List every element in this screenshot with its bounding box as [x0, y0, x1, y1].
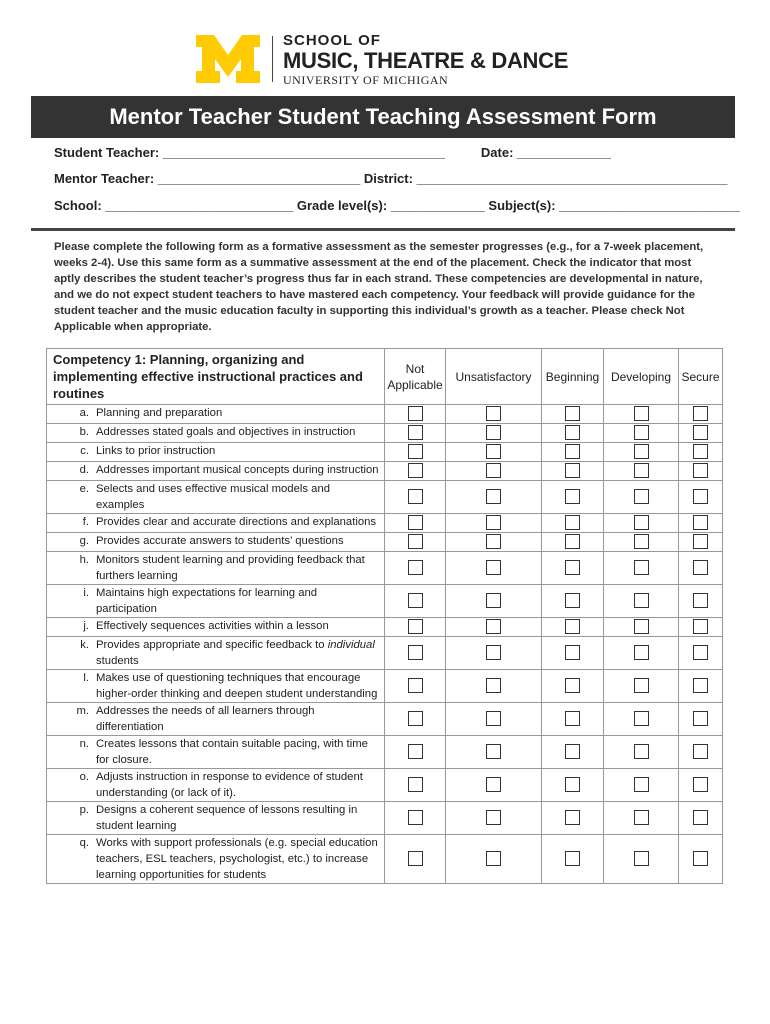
logo-line-university: UNIVERSITY OF MICHIGAN — [283, 72, 449, 87]
item-text: Selects and uses effective musical models and examples — [96, 483, 331, 511]
mentor-district-line[interactable]: Mentor Teacher: ____________________________ District: ___________________________________________ — [54, 171, 728, 186]
rating-checkbox[interactable] — [634, 619, 649, 634]
rating-cell — [542, 802, 604, 835]
table-row — [47, 769, 723, 802]
rating-checkbox[interactable] — [634, 444, 649, 459]
column-header: Secure — [679, 349, 723, 405]
rating-checkbox[interactable] — [565, 463, 580, 478]
rating-checkbox[interactable] — [565, 777, 580, 792]
item-letter: j. — [83, 620, 89, 632]
logo-line-school-of: SCHOOL OF — [283, 31, 381, 49]
rating-checkbox[interactable] — [634, 678, 649, 693]
rating-cell — [679, 552, 723, 585]
rating-cell — [542, 481, 604, 514]
rating-checkbox[interactable] — [565, 560, 580, 575]
rating-checkbox[interactable] — [408, 534, 423, 549]
rating-checkbox[interactable] — [408, 645, 423, 660]
rating-checkbox[interactable] — [693, 777, 708, 792]
rating-checkbox[interactable] — [634, 406, 649, 421]
item-letter: n. — [79, 738, 89, 750]
rating-cell — [604, 585, 679, 618]
rating-checkbox[interactable] — [693, 744, 708, 759]
rating-checkbox[interactable] — [565, 851, 580, 866]
item-letter: l. — [83, 672, 89, 684]
competency-item — [47, 443, 385, 462]
rating-checkbox[interactable] — [693, 645, 708, 660]
rating-cell — [604, 736, 679, 769]
item-letter: a. — [79, 407, 89, 419]
rating-checkbox[interactable] — [486, 515, 501, 530]
rating-cell — [542, 736, 604, 769]
rating-cell — [679, 585, 723, 618]
competency-rows — [47, 405, 723, 884]
column-header: Developing — [604, 349, 679, 405]
rating-checkbox[interactable] — [565, 711, 580, 726]
competency-item — [47, 552, 385, 585]
rating-cell — [542, 637, 604, 670]
section-divider — [31, 228, 735, 231]
rating-checkbox[interactable] — [693, 593, 708, 608]
rating-checkbox[interactable] — [408, 851, 423, 866]
rating-checkbox[interactable] — [408, 619, 423, 634]
rating-checkbox[interactable] — [486, 645, 501, 660]
item-text: Designs a coherent sequence of lessons resulting in student learning — [96, 804, 358, 832]
rating-checkbox[interactable] — [634, 463, 649, 478]
logo-divider — [272, 36, 273, 82]
table-row — [47, 802, 723, 835]
rating-checkbox[interactable] — [408, 560, 423, 575]
rating-cell — [446, 585, 542, 618]
rating-cell — [542, 424, 604, 443]
rating-checkbox[interactable] — [693, 425, 708, 440]
item-letter: d. — [79, 464, 89, 476]
rating-cell — [385, 514, 446, 533]
item-letter: c. — [80, 445, 89, 457]
competency-item — [47, 462, 385, 481]
rating-cell — [604, 769, 679, 802]
item-letter: k. — [80, 639, 89, 651]
rating-cell — [679, 769, 723, 802]
rating-cell — [604, 443, 679, 462]
rating-checkbox[interactable] — [408, 744, 423, 759]
logo-text — [283, 33, 568, 86]
item-text: Planning and preparation — [96, 407, 223, 419]
competency-item — [47, 533, 385, 552]
competency-item — [47, 481, 385, 514]
school-logo — [196, 31, 569, 87]
rating-checkbox[interactable] — [486, 425, 501, 440]
rating-cell — [542, 585, 604, 618]
rating-checkbox[interactable] — [634, 515, 649, 530]
rating-cell — [385, 481, 446, 514]
rating-checkbox[interactable] — [408, 593, 423, 608]
rating-cell — [446, 670, 542, 703]
item-letter: o. — [79, 771, 89, 783]
rating-checkbox[interactable] — [693, 851, 708, 866]
item-letter: h. — [79, 554, 89, 566]
rating-cell — [604, 618, 679, 637]
rating-checkbox[interactable] — [408, 406, 423, 421]
item-text-part: students — [96, 655, 139, 667]
competency-item — [47, 769, 385, 802]
item-text: Links to prior instruction — [96, 445, 216, 457]
table-row — [47, 736, 723, 769]
rating-checkbox[interactable] — [486, 711, 501, 726]
rating-cell — [604, 405, 679, 424]
table-row — [47, 424, 723, 443]
item-letter: p. — [79, 804, 89, 816]
rating-cell — [604, 637, 679, 670]
rating-cell — [446, 481, 542, 514]
rating-checkbox[interactable] — [486, 489, 501, 504]
rating-cell — [385, 637, 446, 670]
form-title: Mentor Teacher Student Teaching Assessment Form — [31, 96, 735, 138]
rating-cell — [385, 703, 446, 736]
rating-checkbox[interactable] — [634, 810, 649, 825]
table-row — [47, 514, 723, 533]
instructions-text: Please complete the following form as a formative assessment as the semester progresses (e.g., for a 7-week placement, weeks 2-4). Use this same form as a summative assessment at the end of the placement. Check the indicator that most aptly describes the student teacher’s progress thus far in each strand. These competencies are developmental in nature, and we do not expect student teachers to have mastered each competency. Your feedback will provide guidance for the student teacher and the music education faculty in supporting this individual’s growth as a teacher. Please check Not Applicable when appropriate. — [54, 241, 704, 333]
item-text: Provides clear and accurate directions and explanations — [96, 516, 377, 528]
rating-cell — [604, 462, 679, 481]
rating-checkbox[interactable] — [408, 777, 423, 792]
rating-cell — [385, 585, 446, 618]
rating-cell — [446, 618, 542, 637]
rating-checkbox[interactable] — [634, 645, 649, 660]
rating-cell — [446, 703, 542, 736]
rating-cell — [604, 802, 679, 835]
table-row — [47, 637, 723, 670]
table-row — [47, 670, 723, 703]
rating-checkbox[interactable] — [634, 851, 649, 866]
rating-cell — [542, 618, 604, 637]
rating-cell — [446, 443, 542, 462]
rating-cell — [679, 405, 723, 424]
rating-cell — [679, 533, 723, 552]
rating-checkbox[interactable] — [634, 777, 649, 792]
rating-checkbox[interactable] — [693, 463, 708, 478]
rating-checkbox[interactable] — [408, 444, 423, 459]
rating-cell — [604, 835, 679, 884]
rating-checkbox[interactable] — [634, 711, 649, 726]
item-text: Addresses important musical concepts during instruction — [96, 464, 379, 476]
rating-checkbox[interactable] — [634, 560, 649, 575]
rating-cell — [446, 835, 542, 884]
rating-checkbox[interactable] — [634, 425, 649, 440]
school-grade-subject-line[interactable]: School: __________________________ Grade level(s): _____________ Subject(s): _________________________ — [54, 198, 740, 213]
table-row — [47, 481, 723, 514]
item-text: Adjusts instruction in response to evidence of student understanding (or lack of it). — [96, 771, 363, 799]
rating-cell — [385, 424, 446, 443]
rating-cell — [385, 835, 446, 884]
rating-checkbox[interactable] — [565, 619, 580, 634]
rating-checkbox[interactable] — [486, 463, 501, 478]
rating-checkbox[interactable] — [408, 515, 423, 530]
rating-checkbox[interactable] — [693, 810, 708, 825]
rating-checkbox[interactable] — [486, 444, 501, 459]
competency-table — [46, 348, 723, 884]
rating-cell — [679, 637, 723, 670]
competency-item — [47, 802, 385, 835]
table-row — [47, 585, 723, 618]
column-header: Unsatisfactory — [446, 349, 542, 405]
rating-cell — [679, 424, 723, 443]
rating-cell — [604, 514, 679, 533]
rating-checkbox[interactable] — [693, 678, 708, 693]
rating-checkbox[interactable] — [486, 619, 501, 634]
rating-checkbox[interactable] — [693, 444, 708, 459]
rating-cell — [604, 533, 679, 552]
rating-checkbox[interactable] — [565, 444, 580, 459]
item-letter: g. — [79, 535, 89, 547]
item-letter: e. — [79, 483, 89, 495]
rating-cell — [542, 552, 604, 585]
rating-cell — [542, 443, 604, 462]
rating-checkbox[interactable] — [486, 810, 501, 825]
rating-cell — [679, 670, 723, 703]
rating-cell — [446, 736, 542, 769]
rating-cell — [604, 424, 679, 443]
student-teacher-date-line[interactable]: Student Teacher: _______________________________________ Date: _____________ — [54, 145, 612, 160]
item-text — [96, 637, 380, 669]
table-header-row — [47, 349, 723, 405]
rating-cell — [542, 835, 604, 884]
rating-checkbox[interactable] — [634, 744, 649, 759]
rating-checkbox[interactable] — [693, 489, 708, 504]
rating-checkbox[interactable] — [408, 678, 423, 693]
rating-cell — [385, 769, 446, 802]
rating-cell — [542, 405, 604, 424]
rating-cell — [385, 670, 446, 703]
rating-cell — [446, 405, 542, 424]
rating-cell — [385, 802, 446, 835]
rating-checkbox[interactable] — [565, 489, 580, 504]
rating-cell — [385, 736, 446, 769]
rating-checkbox[interactable] — [693, 619, 708, 634]
competency-item — [47, 736, 385, 769]
rating-checkbox[interactable] — [693, 406, 708, 421]
rating-cell — [542, 462, 604, 481]
item-text: Maintains high expectations for learning and participation — [96, 587, 318, 615]
competency-item — [47, 670, 385, 703]
competency-item — [47, 618, 385, 637]
item-letter: m. — [76, 705, 89, 717]
rating-cell — [385, 405, 446, 424]
rating-cell — [446, 552, 542, 585]
rating-checkbox[interactable] — [408, 425, 423, 440]
rating-checkbox[interactable] — [565, 744, 580, 759]
rating-cell — [446, 514, 542, 533]
rating-checkbox[interactable] — [408, 489, 423, 504]
competency-item — [47, 405, 385, 424]
column-header: Beginning — [542, 349, 604, 405]
item-text: Makes use of questioning techniques that encourage higher-order thinking and deepen student understanding — [96, 672, 378, 700]
table-row — [47, 533, 723, 552]
block-m-icon — [196, 35, 260, 83]
rating-cell — [385, 533, 446, 552]
item-text-emphasis: individual — [327, 639, 375, 651]
table-row — [47, 835, 723, 884]
table-row — [47, 443, 723, 462]
item-text-part: Provides appropriate and specific feedback to — [96, 639, 328, 651]
table-row — [47, 405, 723, 424]
item-text: Provides accurate answers to students’ questions — [96, 535, 344, 547]
rating-checkbox[interactable] — [693, 560, 708, 575]
rating-checkbox[interactable] — [486, 593, 501, 608]
rating-cell — [385, 618, 446, 637]
table-row — [47, 618, 723, 637]
rating-checkbox[interactable] — [486, 777, 501, 792]
rating-checkbox[interactable] — [565, 406, 580, 421]
rating-cell — [542, 670, 604, 703]
rating-cell — [446, 637, 542, 670]
rating-checkbox[interactable] — [565, 810, 580, 825]
rating-cell — [385, 443, 446, 462]
logo-line-music-theatre-dance: MUSIC, THEATRE & DANCE — [283, 47, 569, 73]
rating-cell — [679, 703, 723, 736]
rating-cell — [679, 514, 723, 533]
table-row — [47, 462, 723, 481]
competency-item — [47, 585, 385, 618]
competency-item — [47, 424, 385, 443]
rating-checkbox[interactable] — [565, 425, 580, 440]
item-text: Works with support professionals (e.g. special education teachers, ESL teachers, psychologist, etc.) to increase learning opportunities for students — [96, 837, 378, 881]
rating-checkbox[interactable] — [565, 645, 580, 660]
rating-cell — [542, 533, 604, 552]
rating-cell — [604, 670, 679, 703]
rating-checkbox[interactable] — [486, 560, 501, 575]
competency-heading: Competency 1: Planning, organizing and implementing effective instructional practices and routines — [47, 349, 385, 405]
competency-item — [47, 703, 385, 736]
item-text: Effectively sequences activities within a lesson — [96, 620, 329, 632]
table-row — [47, 703, 723, 736]
rating-cell — [604, 703, 679, 736]
rating-cell — [542, 703, 604, 736]
rating-checkbox[interactable] — [486, 678, 501, 693]
rating-checkbox[interactable] — [408, 711, 423, 726]
item-text: Creates lessons that contain suitable pacing, with time for closure. — [96, 738, 368, 766]
rating-checkbox[interactable] — [408, 463, 423, 478]
rating-checkbox[interactable] — [634, 593, 649, 608]
rating-checkbox[interactable] — [565, 593, 580, 608]
item-letter: q. — [79, 837, 89, 849]
rating-cell — [446, 802, 542, 835]
rating-checkbox[interactable] — [693, 534, 708, 549]
rating-checkbox[interactable] — [565, 534, 580, 549]
rating-checkbox[interactable] — [486, 851, 501, 866]
competency-item — [47, 514, 385, 533]
rating-cell — [385, 462, 446, 481]
rating-cell — [679, 835, 723, 884]
rating-cell — [679, 618, 723, 637]
rating-checkbox[interactable] — [693, 711, 708, 726]
column-header: Not Applicable — [385, 349, 446, 405]
rating-checkbox[interactable] — [486, 534, 501, 549]
item-letter: i. — [83, 587, 89, 599]
rating-cell — [446, 533, 542, 552]
rating-checkbox[interactable] — [634, 534, 649, 549]
rating-cell — [679, 481, 723, 514]
competency-item — [47, 835, 385, 884]
rating-cell — [604, 552, 679, 585]
competency-item — [47, 637, 385, 670]
rating-cell — [446, 769, 542, 802]
rating-cell — [446, 424, 542, 443]
rating-cell — [679, 462, 723, 481]
rating-checkbox[interactable] — [693, 515, 708, 530]
rating-checkbox[interactable] — [565, 515, 580, 530]
rating-checkbox[interactable] — [565, 678, 580, 693]
rating-cell — [542, 769, 604, 802]
rating-checkbox[interactable] — [408, 810, 423, 825]
rating-checkbox[interactable] — [634, 489, 649, 504]
rating-cell — [385, 552, 446, 585]
item-letter: b. — [79, 426, 89, 438]
item-text: Monitors student learning and providing feedback that furthers learning — [96, 554, 365, 582]
table-row — [47, 552, 723, 585]
item-letter: f. — [82, 516, 89, 528]
rating-checkbox[interactable] — [486, 744, 501, 759]
item-text: Addresses stated goals and objectives in instruction — [96, 426, 356, 438]
rating-cell — [679, 736, 723, 769]
rating-cell — [604, 481, 679, 514]
rating-checkbox[interactable] — [486, 406, 501, 421]
rating-cell — [542, 514, 604, 533]
item-text: Addresses the needs of all learners through differentiation — [96, 705, 315, 733]
rating-cell — [446, 462, 542, 481]
rating-cell — [679, 802, 723, 835]
rating-cell — [679, 443, 723, 462]
